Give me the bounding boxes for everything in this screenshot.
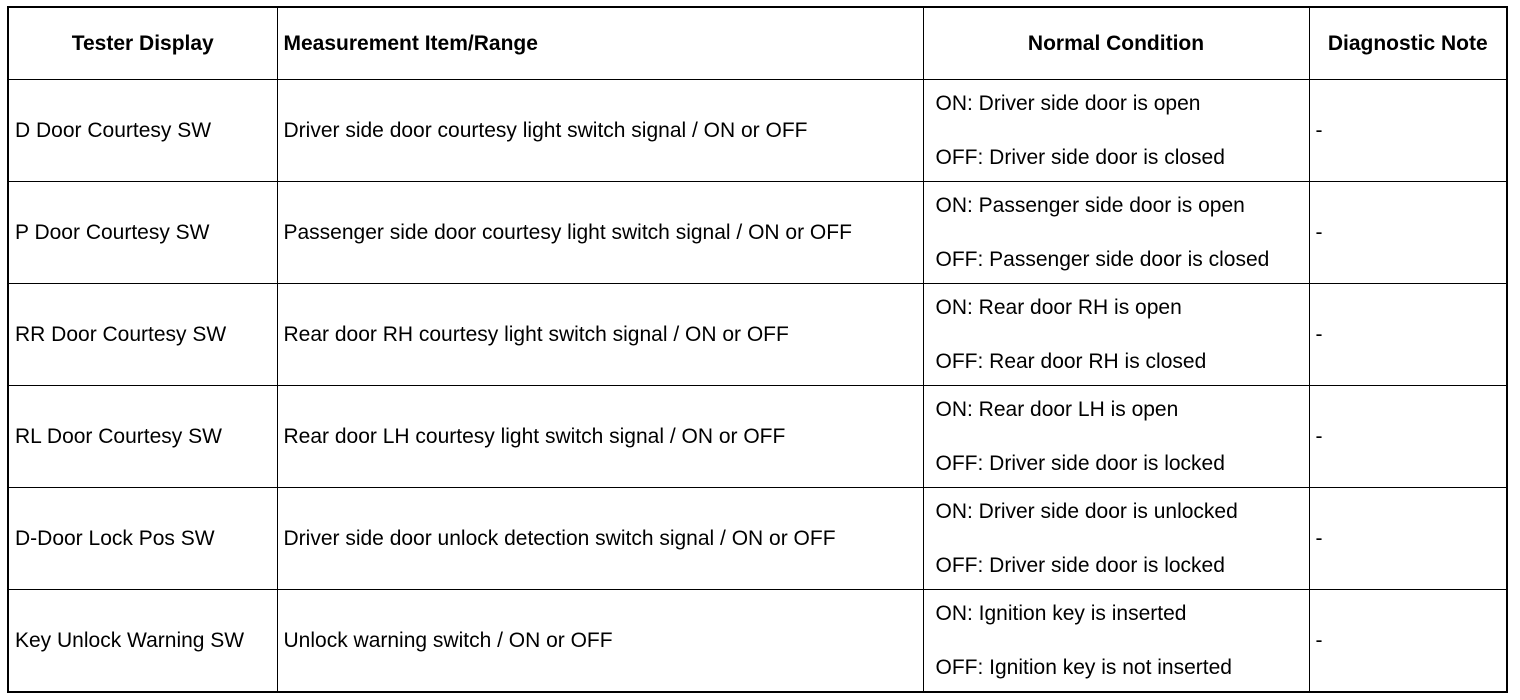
header-measurement: Measurement Item/Range [277, 7, 923, 80]
header-tester-display: Tester Display [8, 7, 277, 80]
diagnostic-note-cell: - [1309, 487, 1507, 589]
table-row [8, 80, 1507, 182]
measurement-cell: Driver side door unlock detection switch signal / ON or OFF [277, 487, 923, 589]
condition-on: ON: Ignition key is inserted [935, 601, 1187, 625]
condition-on: ON: Driver side door is unlocked [935, 499, 1238, 523]
tester-display-cell: RL Door Courtesy SW [8, 385, 277, 487]
condition-on: ON: Driver side door is open [935, 91, 1201, 115]
measurement-cell: Passenger side door courtesy light switch signal / ON or OFF [277, 181, 923, 283]
normal-condition-cell [923, 283, 1309, 385]
measurement-cell: Rear door LH courtesy light switch signal / ON or OFF [277, 385, 923, 487]
diagnostic-note-cell: - [1309, 589, 1507, 692]
diagnostic-note-cell: - [1309, 283, 1507, 385]
tester-display-cell: D Door Courtesy SW [8, 80, 277, 182]
table-row [8, 385, 1507, 487]
condition-on: ON: Rear door RH is open [935, 295, 1182, 319]
measurement-cell: Unlock warning switch / ON or OFF [277, 589, 923, 692]
tester-display-cell: P Door Courtesy SW [8, 181, 277, 283]
measurement-cell: Rear door RH courtesy light switch signal / ON or OFF [277, 283, 923, 385]
normal-condition-cell [923, 181, 1309, 283]
condition-off: OFF: Rear door RH is closed [935, 349, 1207, 373]
table-row [8, 487, 1507, 589]
condition-off: OFF: Driver side door is closed [935, 145, 1225, 169]
diagnostic-note-cell: - [1309, 181, 1507, 283]
normal-condition-cell [923, 385, 1309, 487]
table-header-row [8, 7, 1507, 80]
header-diagnostic-note: Diagnostic Note [1309, 7, 1507, 80]
condition-on: ON: Rear door LH is open [935, 397, 1179, 421]
condition-off: OFF: Driver side door is locked [935, 451, 1225, 475]
tester-display-cell: D-Door Lock Pos SW [8, 487, 277, 589]
table-row [8, 181, 1507, 283]
condition-off: OFF: Passenger side door is closed [935, 247, 1270, 271]
table-row [8, 283, 1507, 385]
measurement-cell: Driver side door courtesy light switch signal / ON or OFF [277, 80, 923, 182]
header-normal-condition: Normal Condition [923, 7, 1309, 80]
diagnostic-note-cell: - [1309, 385, 1507, 487]
table-row [8, 589, 1507, 692]
condition-off: OFF: Ignition key is not inserted [935, 655, 1232, 679]
data-list-table [7, 6, 1508, 693]
normal-condition-cell [923, 80, 1309, 182]
condition-on: ON: Passenger side door is open [935, 193, 1245, 217]
condition-off: OFF: Driver side door is locked [935, 553, 1225, 577]
normal-condition-cell [923, 589, 1309, 692]
normal-condition-cell [923, 487, 1309, 589]
diagnostic-note-cell: - [1309, 80, 1507, 182]
tester-display-cell: Key Unlock Warning SW [8, 589, 277, 692]
tester-display-cell: RR Door Courtesy SW [8, 283, 277, 385]
